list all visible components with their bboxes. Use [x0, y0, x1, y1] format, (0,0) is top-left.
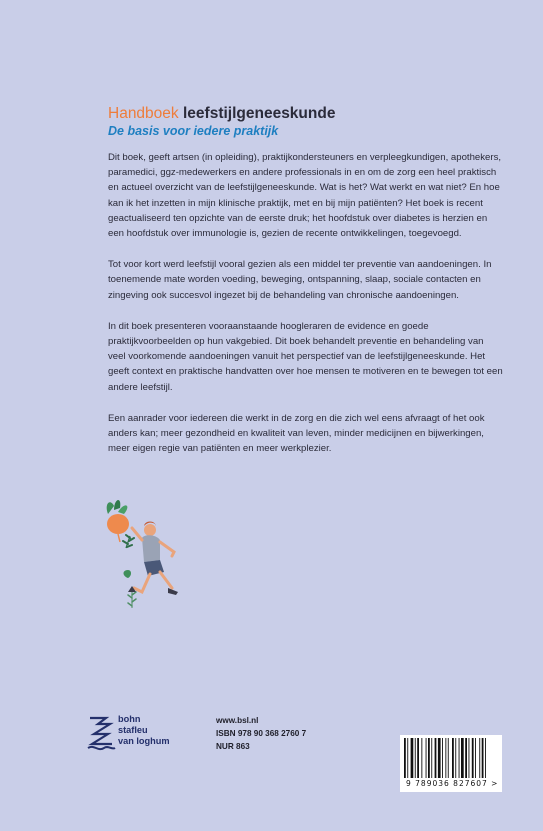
nur-code: NUR 863 — [216, 742, 250, 751]
publisher-name — [118, 714, 170, 747]
blurb-paragraph-2: Tot voor kort werd leefstijl vooral gezien als een middel ter preventie van aandoeningen. In toenemende mate worden voeding, beweging, ontspanning, slaap, sociale contacten en zingeving ook succesvol ingezet bij de behandeling van chronische aandoeningen. — [108, 259, 492, 301]
isbn: ISBN 978 90 368 2760 7 — [216, 729, 307, 738]
leaf-sprig-icon — [123, 535, 136, 608]
runner-figure — [128, 522, 178, 596]
blurb-paragraph-4: Een aanrader voor iedereen die werkt in de zorg en die zich wel eens afvraagt of het ook anders kan; meer gezondheid en kwaliteit van leven, minder medicijnen en bijwerkingen, meer eigen regie van patiënten en meer werkplezier. — [108, 412, 485, 455]
website: www.bsl.nl — [216, 716, 259, 725]
blurb-paragraph-3: In dit boek presenteren vooraanstaande hoogleraren de evidence en goede praktijkvoorbeelden op hun vakgebied. Dit boek behandelt preventie en behandeling van veel voorkomende aandoeningen vanuit het perspectief van de leefstijlgeneeskunde. Het geeft context en praktische handvatten over hoe mensen te motiveren en te bewegen tot een andere leefstijl. — [108, 320, 503, 393]
publisher-name-line-3: van loghum — [118, 736, 170, 746]
title-accent: Handboek — [108, 105, 179, 122]
publisher-logo-icon — [86, 714, 116, 754]
barcode-bars — [404, 738, 498, 778]
book-subtitle: De basis voor iedere praktijk — [108, 124, 279, 138]
publisher-logo — [86, 712, 196, 757]
publisher-name-line-1: bohn — [118, 714, 141, 724]
running-man-with-beet-illustration — [98, 496, 198, 636]
barcode-digits: 9 789036 827607 > — [406, 779, 499, 788]
title-main: leefstijlgeneeskunde — [182, 105, 336, 122]
book-info — [216, 714, 306, 753]
publisher-name-line-2: stafleu — [118, 725, 148, 735]
barcode — [400, 735, 502, 792]
blurb-paragraph-1: Dit boek, geeft artsen (in opleiding), praktijkondersteuners en verpleegkundigen, apothekers, paramedici, ggz-medewerkers en andere professionals in en om de zorg een heel praktisch en actueel overzicht van de leefstijlgeneeskunde. Wat is het? Wat werkt en wat niet? En hoe kan ik het inzetten in mijn klinische praktijk, met en bij mijn patiënten? Het boek is recent geactualiseerd ten opzichte van de eerste druk; het hoofdstuk over diabetes is herzien en een hoofdstuk over immunologie is, gezien de recente ontwikkelingen, toegevoegd. — [108, 152, 502, 240]
blurb — [108, 150, 503, 472]
book-title — [108, 105, 335, 123]
